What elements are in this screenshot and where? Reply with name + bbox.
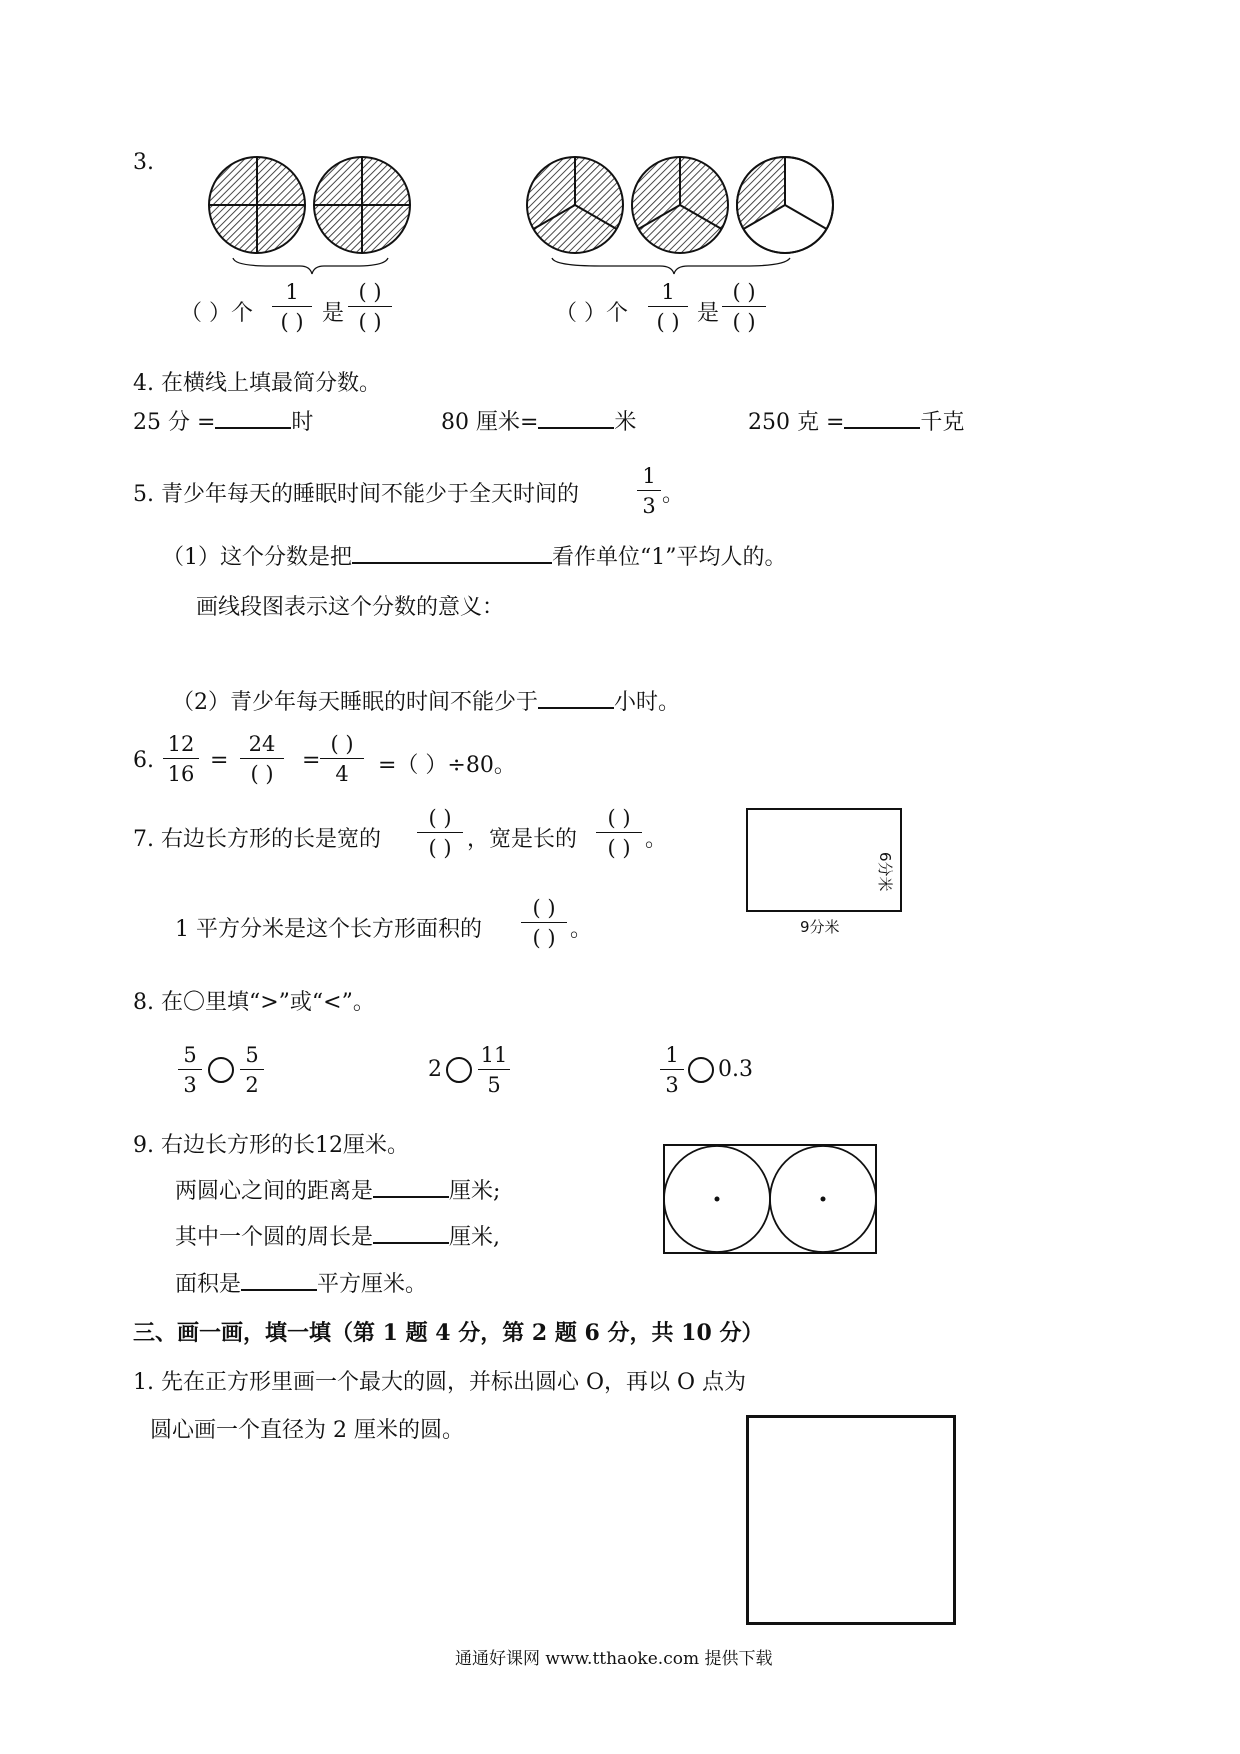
q8-compare-circle-2[interactable] xyxy=(446,1057,472,1083)
q7-blank-fraction-3[interactable]: ( ) ( ) xyxy=(521,898,567,949)
q3-right-fraction: 1 ( ) xyxy=(648,282,688,333)
q6-eq-2: = xyxy=(302,748,321,773)
q4-blank-1[interactable] xyxy=(215,409,291,429)
q3-left-caption-pre: （ ）个 xyxy=(180,301,253,326)
q6-number: 6. xyxy=(133,748,154,773)
q4-item-3: 250 克 = 千克 xyxy=(748,410,965,435)
q9-line-1: 两圆心之间的距离是 厘米; xyxy=(175,1179,501,1204)
q3-left-is: 是 xyxy=(322,301,345,326)
q3-left-circle-2 xyxy=(314,157,410,253)
q3-left-brace xyxy=(233,258,388,274)
section3-q1-line1: 1. 先在正方形里画一个最大的圆，并标出圆心 O，再以 O 点为 xyxy=(133,1370,747,1395)
q8-compare-circle-3[interactable] xyxy=(688,1057,714,1083)
q6-fraction-3: ( ) 4 xyxy=(320,734,364,785)
q8-c3-right: 0.3 xyxy=(718,1057,753,1082)
q3-left-circle-1 xyxy=(209,157,305,253)
q7-line1-pre: 7. 右边长方形的长是宽的 xyxy=(133,827,381,852)
q4-item-2: 80 厘米= 米 xyxy=(441,410,637,435)
q9-stem: 9. 右边长方形的长12厘米。 xyxy=(133,1133,409,1158)
q6-tail: =（ ）÷80。 xyxy=(378,753,516,778)
q3-right-circle-1 xyxy=(527,157,623,253)
q3-right-brace xyxy=(552,258,790,274)
q4-blank-2[interactable] xyxy=(538,409,614,429)
q6-fraction-1: $\frac{12}{16}$ xyxy=(163,734,199,785)
q4-instruction: 4. 在横线上填最简分数。 xyxy=(133,371,381,396)
q5-blank-2[interactable] xyxy=(538,689,614,709)
q3-right-result: ( ) ( ) xyxy=(722,282,766,333)
section3-q1-line2: 圆心画一个直径为 2 厘米的圆。 xyxy=(150,1418,464,1443)
q7-line1-mid: ，宽是长的 xyxy=(467,827,578,852)
q8-c3-left: $\frac{1}{3}$ xyxy=(660,1045,684,1096)
q8-c1-left: $\frac{5}{3}$ xyxy=(178,1045,202,1096)
q6-fraction-2: 24 ( ) xyxy=(240,734,284,785)
q3-left-figure xyxy=(0,0,1240,300)
q7-line2-pre: 1 平方分米是这个长方形面积的 xyxy=(175,917,482,942)
q5-draw-instruction: 画线段图表示这个分数的意义： xyxy=(196,595,505,620)
section3-heading: 三、画一画，填一填（第 1 题 4 分，第 2 题 6 分，共 10 分） xyxy=(133,1320,764,1346)
q3-right-circle-2 xyxy=(632,157,728,253)
q9-line-2: 其中一个圆的周长是 厘米, xyxy=(175,1225,501,1250)
q8-c2-left: 2 xyxy=(428,1057,442,1082)
q7-blank-fraction-1[interactable]: ( ) ( ) xyxy=(417,808,463,859)
q7-rect-width-label: 9分米 xyxy=(800,918,840,936)
q5-blank-1[interactable] xyxy=(352,544,552,564)
q3-right-circle-3 xyxy=(737,157,833,253)
q7-line2-end: 。 xyxy=(570,917,593,942)
q3-right-caption-pre: （ ）个 xyxy=(555,301,628,326)
q9-blank-2[interactable] xyxy=(373,1224,449,1244)
q7-blank-fraction-2[interactable]: ( ) ( ) xyxy=(596,808,642,859)
q9-line-3: 面积是 平方厘米。 xyxy=(175,1272,428,1297)
q9-blank-1[interactable] xyxy=(373,1178,449,1198)
q5-stem: 5. 青少年每天的睡眠时间不能少于全天时间的 xyxy=(133,482,579,507)
q9-blank-3[interactable] xyxy=(241,1271,317,1291)
q9-figure xyxy=(662,1143,892,1263)
q4-blank-3[interactable] xyxy=(844,409,920,429)
q7-line1-end: 。 xyxy=(645,827,668,852)
q6-eq-1: = xyxy=(210,748,229,773)
q5-fraction: $\frac{1}{3}$ xyxy=(637,466,661,517)
q8-instruction: 8. 在〇里填“>”或“<”。 xyxy=(133,990,375,1015)
q8-compare-circle-1[interactable] xyxy=(208,1057,234,1083)
q5-stem-end: 。 xyxy=(662,482,685,507)
q7-rect-height-label: 6分米 xyxy=(876,852,894,892)
q8-c2-right: $\frac{11}{5}$ xyxy=(478,1045,510,1096)
footer-text: 通通好课网 www.tthaoke.com 提供下载 xyxy=(455,1649,773,1669)
q8-c1-right: $\frac{5}{2}$ xyxy=(240,1045,264,1096)
q3-right-is: 是 xyxy=(697,301,720,326)
q5-part1: （1）这个分数是把 看作单位“1”平均人的。 xyxy=(162,545,787,570)
q4-item-1: 25 分 = 时 xyxy=(133,410,314,435)
q3-left-fraction: 1 ( ) xyxy=(272,282,312,333)
section3-drawing-square[interactable] xyxy=(746,1415,956,1625)
q5-part2: （2）青少年每天睡眠的时间不能少于 小时。 xyxy=(172,690,681,715)
q3-number: 3. xyxy=(133,150,154,175)
q3-left-result: ( ) ( ) xyxy=(348,282,392,333)
